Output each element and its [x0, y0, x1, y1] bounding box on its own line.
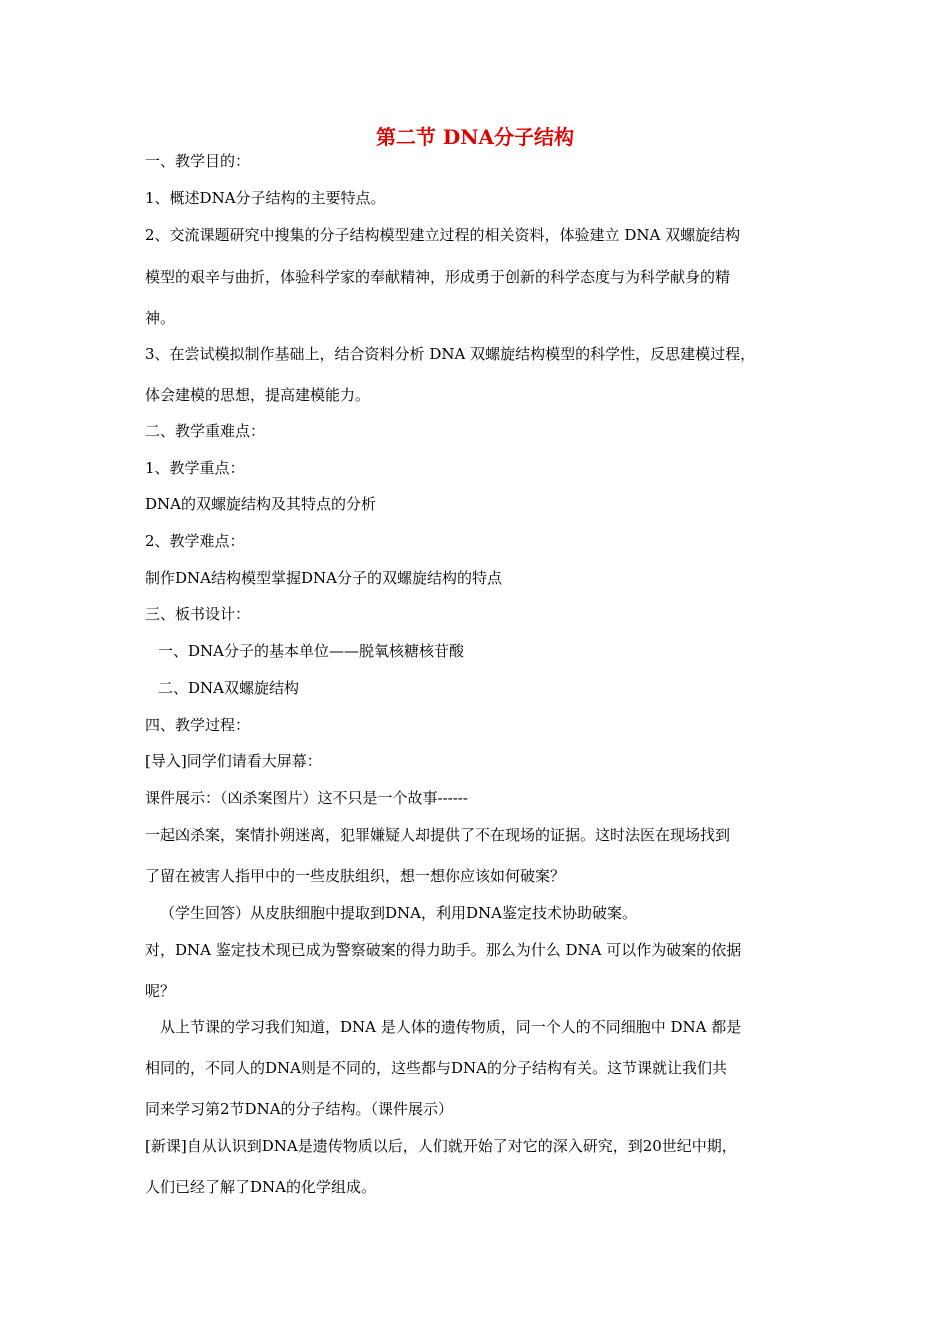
key-point-text: DNA的双螺旋结构及其特点的分析 [145, 495, 376, 513]
slide-display-line: 课件展示：（凶杀案图片）这不只是一个故事------ [145, 789, 468, 807]
review-line-1: 从上节课的学习我们知道，DNA 是人体的遗传物质，同一个人的不同细胞中 DNA 都是 [160, 1018, 742, 1036]
student-answer: （学生回答）从皮肤细胞中提取到DNA，利用DNA鉴定技术协助破案。 [160, 904, 637, 922]
board-item-2: 二、DNA双螺旋结构 [158, 679, 299, 697]
objective-1: 1、概述DNA分子结构的主要特点。 [145, 189, 386, 207]
teacher-response-line-2: 呢？ [145, 982, 176, 1000]
review-line-2: 相同的，不同人的DNA则是不同的，这些都与DNA的分子结构有关。这节课就让我们共 [145, 1059, 727, 1077]
review-line-3: 同来学习第2节DNA的分子结构。（课件展示） [145, 1100, 454, 1118]
story-line-1: 一起凶杀案，案情扑朔迷离，犯罪嫌疑人却提供了不在现场的证据。这时法医在现场找到 [145, 826, 731, 844]
objective-2-line-3: 神。 [145, 309, 176, 327]
new-lesson-line-1: [新课]自从认识到DNA是遗传物质以后，人们就开始了对它的深入研究，到20世纪中期， [145, 1137, 737, 1155]
teacher-response-line-1: 对，DNA 鉴定技术现已成为警察破案的得力助手。那么为什么 DNA 可以作为破案的依据 [145, 941, 742, 959]
objective-3-line-2: 体会建模的思想，提高建模能力。 [145, 386, 371, 404]
section-heading-board: 三、板书设计： [145, 605, 251, 623]
document-title: 第二节 DNA分子结构 [375, 125, 575, 149]
story-line-2: 了留在被害人指甲中的一些皮肤组织，想一想你应该如何破案？ [145, 867, 566, 885]
section-heading-key-points: 二、教学重难点： [145, 422, 266, 440]
key-point-heading: 1、教学重点： [145, 459, 245, 477]
objective-2-line-2: 模型的艰辛与曲折，体验科学家的奉献精神，形成勇于创新的科学态度与为科学献身的精 [145, 268, 731, 286]
objective-2-line-1: 2、交流课题研究中搜集的分子结构模型建立过程的相关资料，体验建立 DNA 双螺旋结构 [145, 226, 741, 244]
difficulty-text: 制作DNA结构模型掌握DNA分子的双螺旋结构的特点 [145, 569, 502, 587]
board-item-1: 一、DNA分子的基本单位——脱氧核糖核苷酸 [158, 642, 464, 660]
objective-3-line-1: 3、在尝试模拟制作基础上，结合资料分析 DNA 双螺旋结构模型的科学性，反思建模过程， [145, 345, 756, 363]
section-heading-process: 四、教学过程： [145, 716, 251, 734]
intro-line: [导入]同学们请看大屏幕： [145, 752, 322, 770]
new-lesson-line-2: 人们已经了解了DNA的化学组成。 [145, 1178, 376, 1196]
difficulty-heading: 2、教学难点： [145, 532, 245, 550]
section-heading-objectives: 一、教学目的： [145, 152, 251, 170]
